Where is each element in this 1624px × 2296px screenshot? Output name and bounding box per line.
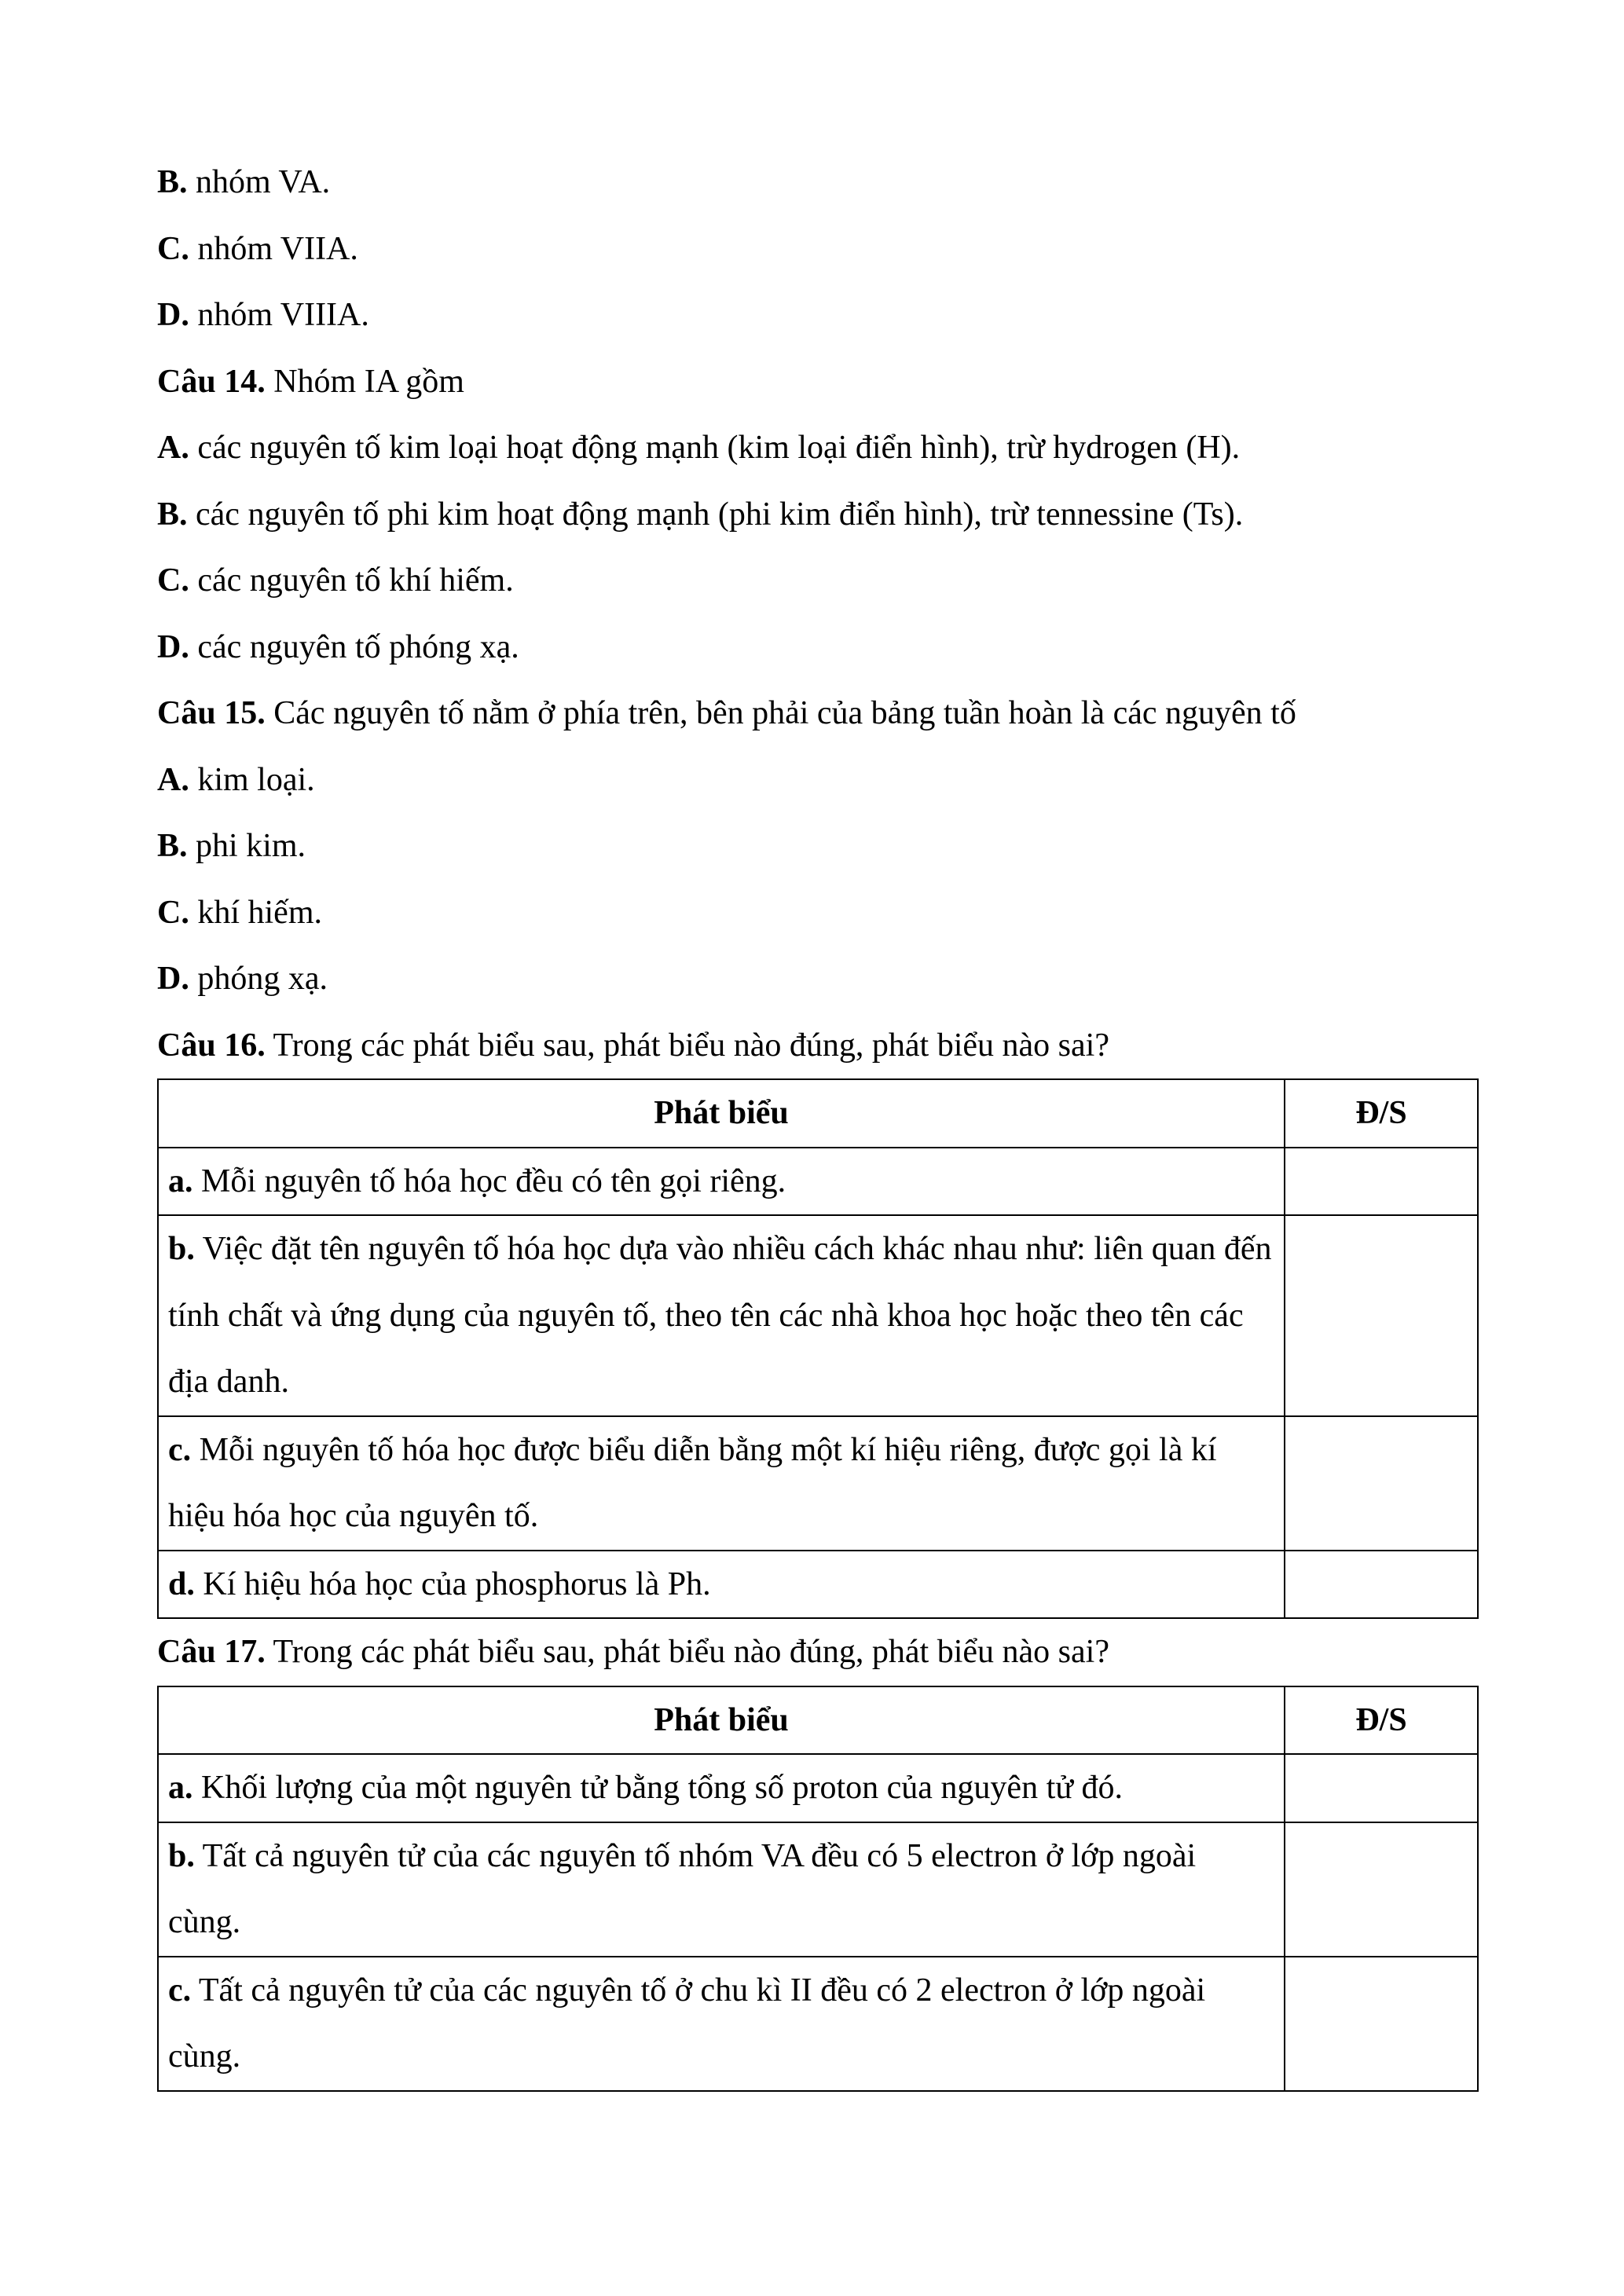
question-text: Các nguyên tố nằm ở phía trên, bên phải của bảng tuần hoàn là các nguyên tố	[265, 695, 1296, 731]
statement-text: Mỗi nguyên tố hóa học đều có tên gọi riêng.	[192, 1163, 786, 1199]
header-answer: Đ/S	[1285, 1686, 1478, 1755]
statement-text: Việc đặt tên nguyên tố hóa học dựa vào nhiều cách khác nhau như: liên quan đến tính chất và ứng dụng của nguyên tố, theo tên các nhà khoa học hoặc theo tên các địa danh.	[168, 1231, 1272, 1400]
q14-option-b	[157, 482, 1477, 548]
statement-cell	[158, 1754, 1285, 1822]
option-letter: D.	[157, 628, 189, 665]
option-text: các nguyên tố phi kim hoạt động mạnh (phi kim điển hình), trừ tennessine (Ts).	[187, 496, 1244, 533]
table-row	[158, 1148, 1478, 1216]
question-text: Nhóm IA gồm	[265, 363, 464, 400]
statement-cell	[158, 1215, 1285, 1416]
q14-option-a	[157, 415, 1477, 482]
option-text: các nguyên tố phóng xạ.	[189, 628, 519, 665]
q17-table	[157, 1686, 1479, 2092]
answer-cell[interactable]	[1285, 1754, 1478, 1822]
question-label: Câu 16.	[157, 1027, 266, 1064]
statement-text: Mỗi nguyên tố hóa học được biểu diễn bằng một kí hiệu riêng, được gọi là kí hiệu hóa học của nguyên tố.	[168, 1431, 1217, 1534]
statement-text: Tất cả nguyên tử của các nguyên tố nhóm VA đều có 5 electron ở lớp ngoài cùng.	[168, 1837, 1197, 1940]
table-row	[158, 1416, 1478, 1551]
header-answer: Đ/S	[1285, 1079, 1478, 1148]
option-text: nhóm VA.	[187, 164, 331, 200]
option-text: nhóm VIIIA.	[189, 297, 369, 333]
statement-text: Tất cả nguyên tử của các nguyên tố ở chu kì II đều có 2 electron ở lớp ngoài cùng.	[168, 1972, 1206, 2074]
header-statement: Phát biểu	[158, 1686, 1285, 1755]
statement-cell	[158, 1416, 1285, 1551]
option-letter: A.	[157, 430, 189, 466]
question-text: Trong các phát biểu sau, phát biểu nào đúng, phát biểu nào sai?	[265, 1027, 1109, 1064]
answer-cell[interactable]	[1285, 1822, 1478, 1957]
q14-stem	[157, 349, 1477, 416]
q13-option-b	[157, 149, 1477, 216]
q13-option-d	[157, 282, 1477, 349]
answer-cell[interactable]	[1285, 1551, 1478, 1619]
q13-option-c	[157, 216, 1477, 283]
table-header-row	[158, 1079, 1478, 1148]
table-row	[158, 1957, 1478, 2091]
statement-letter: c.	[168, 1972, 192, 2009]
table-row	[158, 1215, 1478, 1416]
statement-text: Khối lượng của một nguyên tử bằng tổng số proton của nguyên tử đó.	[192, 1770, 1124, 1806]
question-label: Câu 14.	[157, 363, 266, 400]
option-letter: C.	[157, 562, 189, 599]
q14-option-d	[157, 614, 1477, 681]
q15-option-c	[157, 880, 1477, 947]
option-letter: D.	[157, 297, 189, 333]
statement-text: Kí hiệu hóa học của phosphorus là Ph.	[194, 1565, 711, 1602]
option-text: nhóm VIIA.	[189, 230, 358, 267]
option-text: kim loại.	[189, 761, 315, 798]
q16-table	[157, 1078, 1479, 1619]
statement-letter: d.	[168, 1565, 195, 1602]
statement-letter: a.	[168, 1163, 193, 1199]
statement-cell	[158, 1822, 1285, 1957]
option-letter: C.	[157, 230, 189, 267]
option-letter: A.	[157, 761, 189, 798]
q15-option-b	[157, 813, 1477, 880]
header-statement: Phát biểu	[158, 1079, 1285, 1148]
document-page	[157, 149, 1477, 2092]
question-label: Câu 17.	[157, 1634, 266, 1670]
question-label: Câu 15.	[157, 695, 266, 731]
option-letter: C.	[157, 894, 189, 931]
statement-letter: b.	[168, 1837, 195, 1874]
statement-cell	[158, 1551, 1285, 1619]
option-text: phóng xạ.	[189, 961, 328, 997]
table-header-row	[158, 1686, 1478, 1755]
option-letter: B.	[157, 496, 188, 533]
option-text: khí hiếm.	[189, 894, 322, 931]
q15-option-d	[157, 946, 1477, 1013]
option-text: phi kim.	[187, 828, 306, 864]
statement-letter: a.	[168, 1770, 193, 1806]
statement-letter: b.	[168, 1231, 195, 1267]
option-letter: B.	[157, 828, 188, 864]
answer-cell[interactable]	[1285, 1215, 1478, 1416]
statement-letter: c.	[168, 1431, 192, 1468]
option-text: các nguyên tố kim loại hoạt động mạnh (kim loại điển hình), trừ hydrogen (H).	[189, 430, 1241, 466]
q15-option-a	[157, 747, 1477, 814]
q17-stem	[157, 1619, 1477, 1686]
table-row	[158, 1551, 1478, 1619]
q16-stem	[157, 1013, 1477, 1079]
option-text: các nguyên tố khí hiếm.	[189, 562, 514, 599]
q15-stem	[157, 680, 1477, 747]
statement-cell	[158, 1957, 1285, 2091]
option-letter: B.	[157, 164, 188, 200]
option-letter: D.	[157, 961, 189, 997]
answer-cell[interactable]	[1285, 1148, 1478, 1216]
q14-option-c	[157, 547, 1477, 614]
table-row	[158, 1822, 1478, 1957]
answer-cell[interactable]	[1285, 1957, 1478, 2091]
answer-cell[interactable]	[1285, 1416, 1478, 1551]
statement-cell	[158, 1148, 1285, 1216]
question-text: Trong các phát biểu sau, phát biểu nào đúng, phát biểu nào sai?	[265, 1634, 1109, 1670]
table-row	[158, 1754, 1478, 1822]
